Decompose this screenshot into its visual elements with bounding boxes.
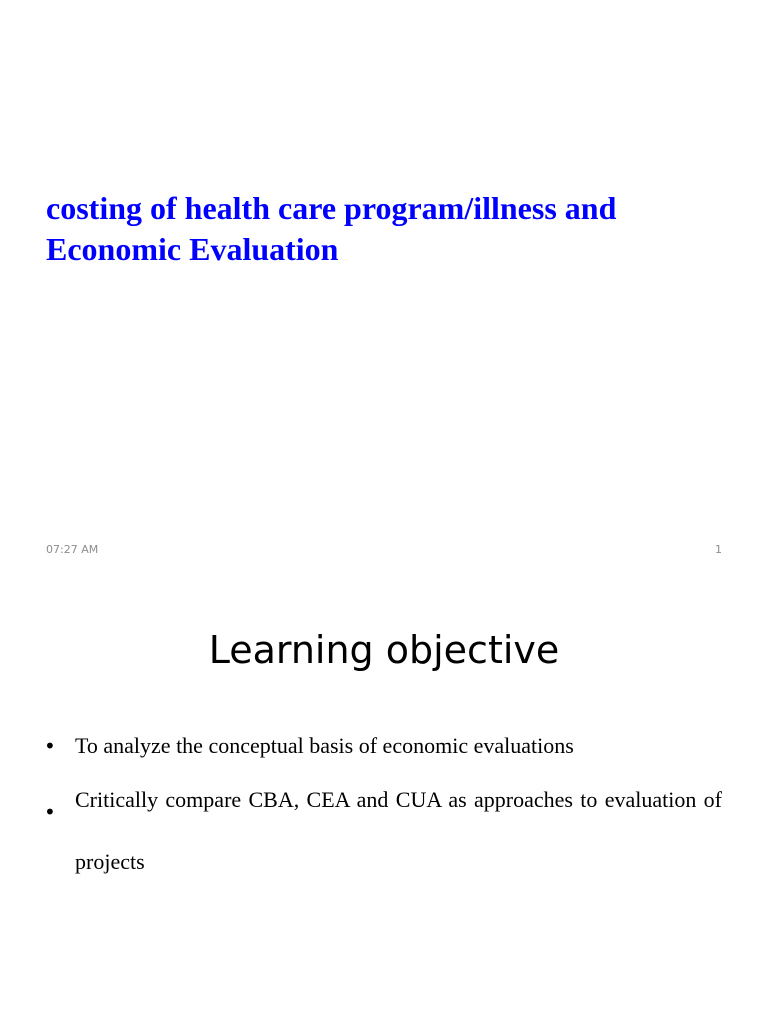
objective-list xyxy=(44,728,722,893)
learning-objective-heading: Learning objective xyxy=(208,628,560,672)
slide-page-number: 1 xyxy=(715,543,722,556)
objective-text: Critically compare CBA, CEA and CUA as approaches to evaluation of projects xyxy=(75,787,722,874)
bullet-icon: • xyxy=(44,734,56,758)
objective-text: To analyze the conceptual basis of economic evaluations xyxy=(75,733,574,758)
objective-item xyxy=(44,769,722,893)
slide-footer-time: 07:27 AM xyxy=(46,543,99,556)
objective-item xyxy=(44,728,722,764)
bullet-icon: • xyxy=(44,800,56,824)
slide-title: costing of health care program/illness and Economic Evaluation xyxy=(46,190,617,267)
